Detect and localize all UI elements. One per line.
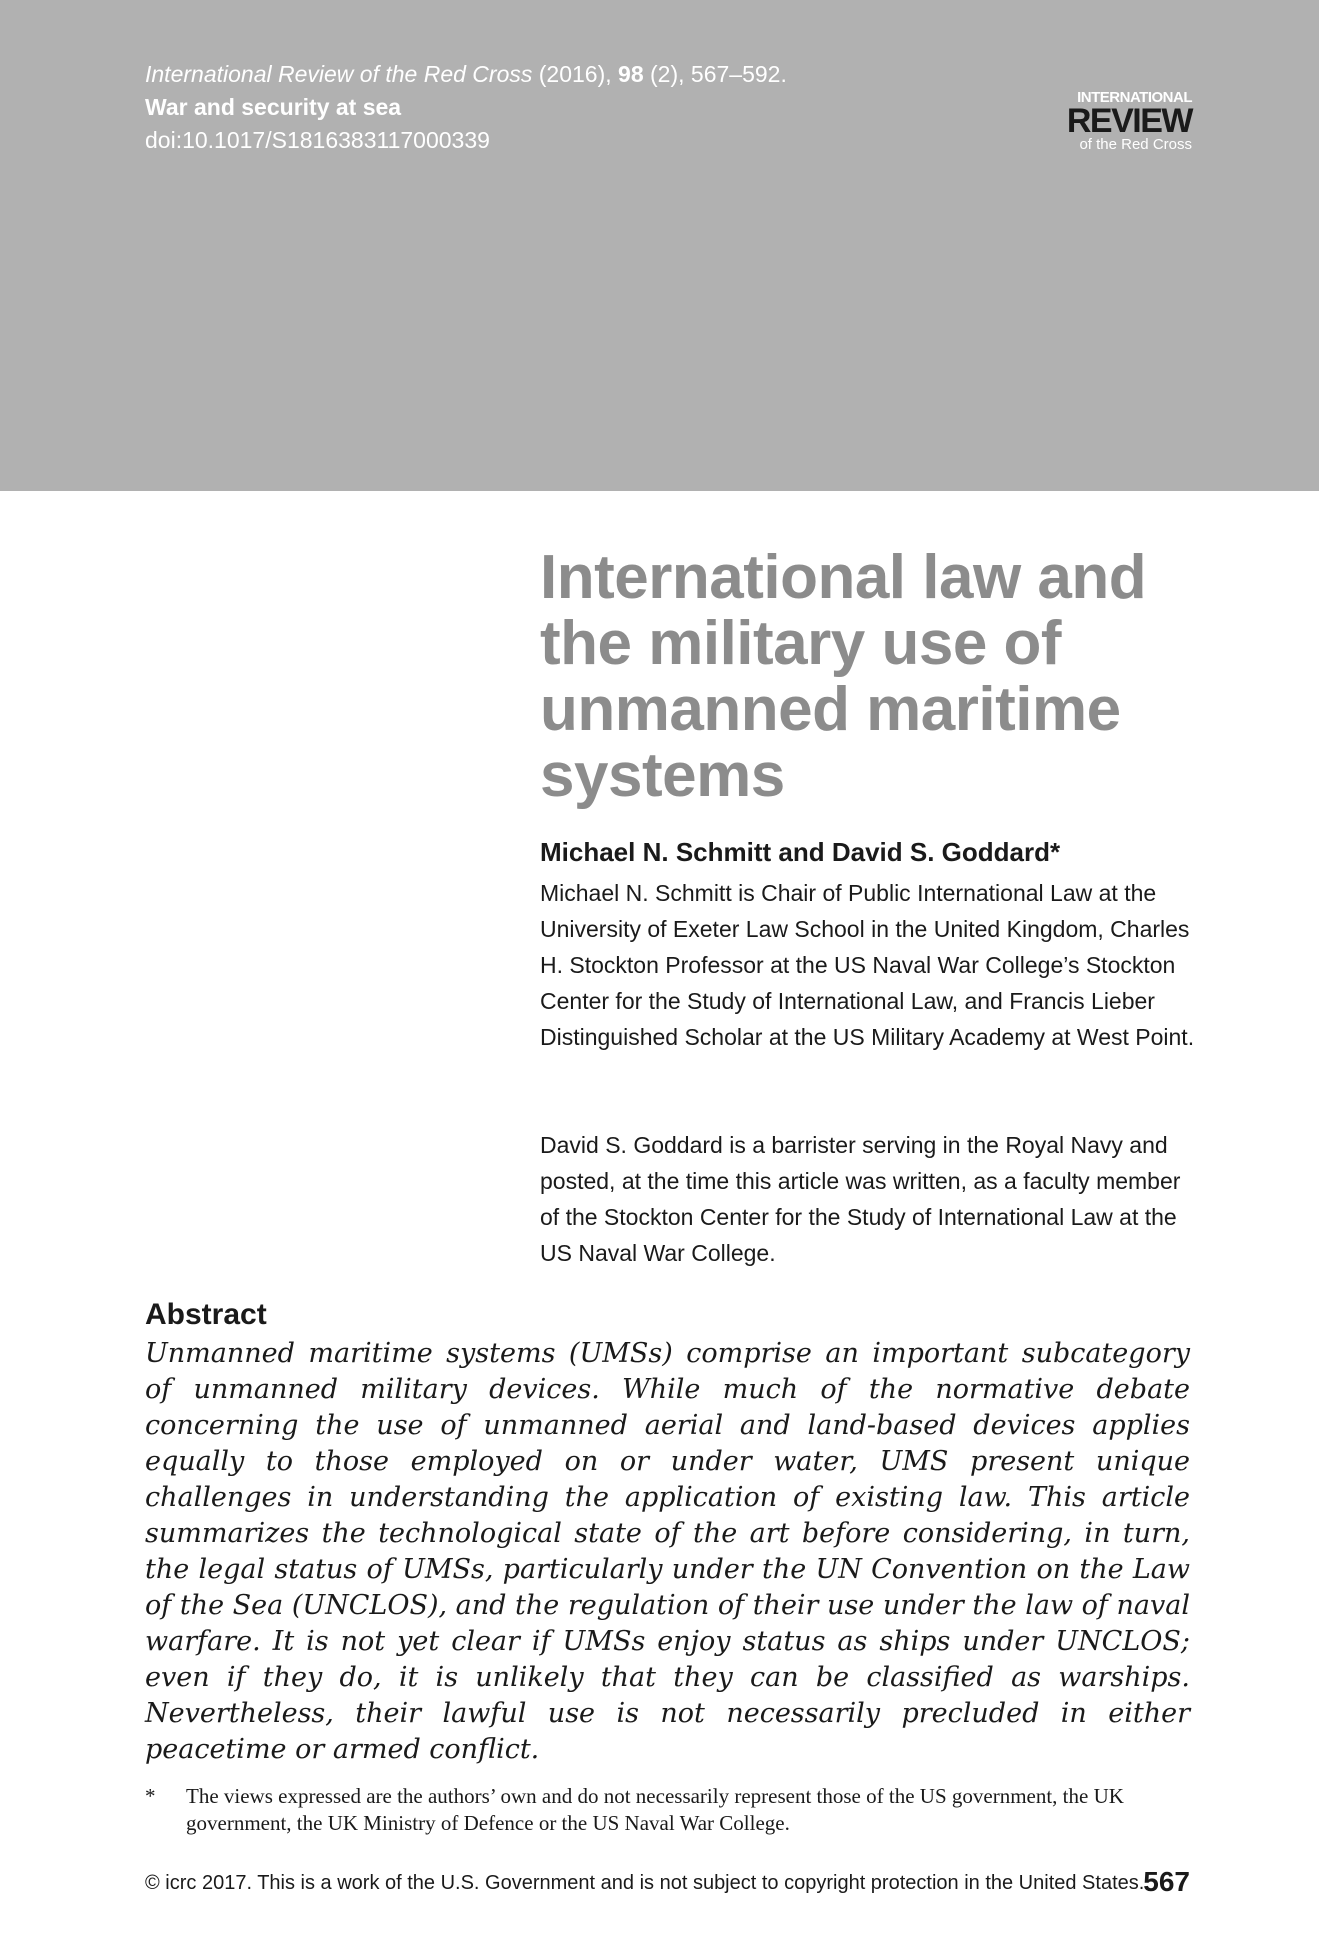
page-footer [145, 1866, 1190, 1897]
footnote [145, 1783, 1190, 1837]
journal-logo [1062, 90, 1192, 152]
journal-year: (2016), [538, 61, 612, 87]
journal-citation [145, 58, 787, 157]
abstract-text: Unmanned maritime systems (UMSs) comprise an important subcategory of unmanned military devices. While much of the normative debate concerning the use of unmanned aerial and land-based devices applies equally to those employed on or under water, UMS present unique challenges in understanding the application of existing law. This article summarizes the technological state of the art before considering, in turn, the legal status of UMSs, particularly under the UN Convention on the Law of the Sea (UNCLOS), and the regulation of their use under the law of naval warfare. It is not yet clear if UMSs enjoy status as ships under UNCLOS; even if they do, it is unlikely that they can be classified as warships. Nevertheless, their lawful use is not necessarily precluded in either peacetime or armed conflict. [145, 1338, 1190, 1765]
journal-volume: 98 [618, 61, 644, 87]
journal-name: International Review of the Red Cross [145, 61, 533, 87]
footnote-text: The views expressed are the authors’ own and do not necessarily represent those of the US government, the UK government, the UK Ministry of Defence or the US Naval War College. [186, 1784, 1124, 1835]
footnote-marker: * [145, 1784, 156, 1808]
article-authors: Michael N. Schmitt and David S. Goddard* [540, 837, 1061, 867]
page-number: 567 [1143, 1866, 1190, 1897]
logo-line-red-cross: of the Red Cross [1079, 136, 1192, 153]
author-bio-schmitt: Michael N. Schmitt is Chair of Public International Law at the University of Exeter Law School in the United Kingdom, Charles H. Stockton Professor at the US Naval War College’s Stockton Center for the Study of International Law, and Francis Lieber Distinguished Scholar at the US Military Academy at West Point. [540, 880, 1195, 1050]
logo-line-international: INTERNATIONAL [1077, 89, 1192, 106]
abstract-heading: Abstract [145, 1298, 267, 1331]
copyright-notice: © icrc 2017. This is a work of the U.S. Government and is not subject to copyright protection in the United States. [145, 1872, 1145, 1894]
doi-link[interactable]: doi:10.1017/S1816383117000339 [145, 127, 490, 153]
author-bio-goddard: David S. Goddard is a barrister serving in the Royal Navy and posted, at the time this article was written, as a faculty member of the Stockton Center for the Study of International Law at the US Naval War College. [540, 1132, 1181, 1266]
logo-line-review: REVIEW [1066, 102, 1192, 140]
journal-issue-pages: (2), 567–592. [650, 61, 787, 87]
issue-section: War and security at sea [145, 94, 402, 120]
article-title: International law and the military use of unmanned maritime systems [540, 543, 1147, 810]
